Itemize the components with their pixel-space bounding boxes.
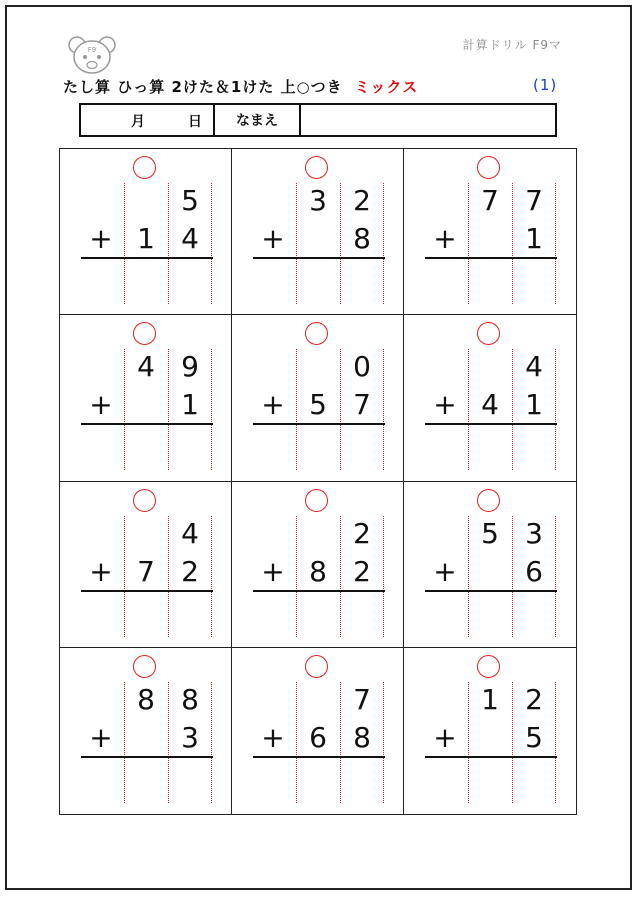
bottom-ones-digit: 7 <box>353 388 371 422</box>
logo-text: F9 <box>87 46 97 54</box>
brand-label: 計算ドリル F9マ <box>462 38 562 52</box>
answer-line <box>81 756 213 758</box>
problem-cell <box>404 315 576 481</box>
problem-cell <box>232 648 404 814</box>
top-tens-digit: 3 <box>309 184 327 217</box>
bottom-tens-digit: 6 <box>309 720 327 754</box>
bottom-ones-digit: 1 <box>525 388 543 422</box>
plus-sign: + <box>261 554 285 588</box>
plus-sign: + <box>261 720 285 754</box>
answer-line <box>81 257 213 259</box>
carry-circle[interactable] <box>477 322 500 345</box>
top-ones-digit: 2 <box>353 184 371 217</box>
top-ones-digit: 7 <box>525 184 543 217</box>
problem-cell <box>232 315 404 481</box>
problem-cell <box>232 482 404 648</box>
problem-cell <box>404 482 576 648</box>
top-ones-digit: 3 <box>525 516 543 550</box>
bear-logo-icon <box>67 35 117 75</box>
title-main: たし算 ひっ算 2けた＆1けた 上○つき <box>63 78 343 96</box>
problem-cell <box>404 149 576 315</box>
carry-circle[interactable] <box>305 322 328 345</box>
problem-cell <box>60 149 232 315</box>
answer-line <box>253 423 385 425</box>
top-ones-digit: 2 <box>353 516 371 550</box>
bottom-ones-digit: 6 <box>525 554 543 588</box>
carry-circle[interactable] <box>477 489 500 512</box>
plus-sign: + <box>433 554 457 588</box>
problem-cell <box>404 648 576 814</box>
name-date-box <box>79 103 557 137</box>
carry-circle[interactable] <box>477 156 500 179</box>
month-label: 月 <box>131 114 145 130</box>
problem-cell <box>60 315 232 481</box>
top-ones-digit: 4 <box>181 516 199 550</box>
answer-line <box>425 257 557 259</box>
bottom-ones-digit: 4 <box>181 222 199 255</box>
top-tens-digit: 1 <box>481 682 499 716</box>
top-ones-digit: 8 <box>181 682 199 716</box>
name-label: なまえ <box>215 105 301 135</box>
plus-sign: + <box>433 388 457 422</box>
bottom-ones-digit: 8 <box>353 222 371 255</box>
plus-sign: + <box>89 222 113 255</box>
bottom-tens-digit: 8 <box>309 554 327 588</box>
answer-line <box>253 257 385 259</box>
problem-cell <box>60 482 232 648</box>
carry-circle[interactable] <box>305 655 328 678</box>
plus-sign: + <box>89 720 113 754</box>
top-tens-digit: 7 <box>481 184 499 217</box>
bottom-ones-digit: 1 <box>525 222 543 255</box>
bottom-ones-digit: 2 <box>353 554 371 588</box>
answer-line <box>253 590 385 592</box>
answer-line <box>253 756 385 758</box>
name-field[interactable] <box>301 105 555 135</box>
plus-sign: + <box>261 222 285 255</box>
bottom-ones-digit: 3 <box>181 720 199 754</box>
top-ones-digit: 4 <box>525 350 543 384</box>
answer-line <box>81 423 213 425</box>
problem-grid <box>59 148 577 815</box>
top-ones-digit: 5 <box>181 184 199 217</box>
top-ones-digit: 2 <box>525 682 543 716</box>
answer-line <box>425 590 557 592</box>
carry-circle[interactable] <box>305 489 328 512</box>
bottom-tens-digit: 7 <box>137 554 155 588</box>
bottom-ones-digit: 8 <box>353 720 371 754</box>
bottom-tens-digit: 1 <box>137 222 155 255</box>
carry-circle[interactable] <box>133 655 156 678</box>
sheet-number: (1) <box>533 76 558 94</box>
top-tens-digit: 4 <box>137 350 155 384</box>
plus-sign: + <box>89 388 113 422</box>
answer-line <box>81 590 213 592</box>
top-ones-digit: 0 <box>353 350 371 384</box>
plus-sign: + <box>261 388 285 422</box>
carry-circle[interactable] <box>133 322 156 345</box>
top-ones-digit: 9 <box>181 350 199 384</box>
problem-cell <box>232 149 404 315</box>
carry-circle[interactable] <box>477 655 500 678</box>
plus-sign: + <box>433 222 457 255</box>
date-field[interactable] <box>81 105 215 135</box>
problem-cell <box>60 648 232 814</box>
top-tens-digit: 8 <box>137 682 155 716</box>
top-ones-digit: 7 <box>353 682 371 716</box>
bottom-ones-digit: 2 <box>181 554 199 588</box>
day-label: 日 <box>188 114 202 130</box>
carry-circle[interactable] <box>305 156 328 179</box>
carry-circle[interactable] <box>133 489 156 512</box>
carry-circle[interactable] <box>133 156 156 179</box>
answer-line <box>425 756 557 758</box>
bottom-tens-digit: 4 <box>481 388 499 422</box>
bottom-ones-digit: 5 <box>525 720 543 754</box>
plus-sign: + <box>433 720 457 754</box>
bottom-ones-digit: 1 <box>181 388 199 422</box>
title-mix: ミックス <box>354 78 419 96</box>
answer-line <box>425 423 557 425</box>
worksheet-title <box>63 76 558 97</box>
plus-sign: + <box>89 554 113 588</box>
top-tens-digit: 5 <box>481 516 499 550</box>
bottom-tens-digit: 5 <box>309 388 327 422</box>
